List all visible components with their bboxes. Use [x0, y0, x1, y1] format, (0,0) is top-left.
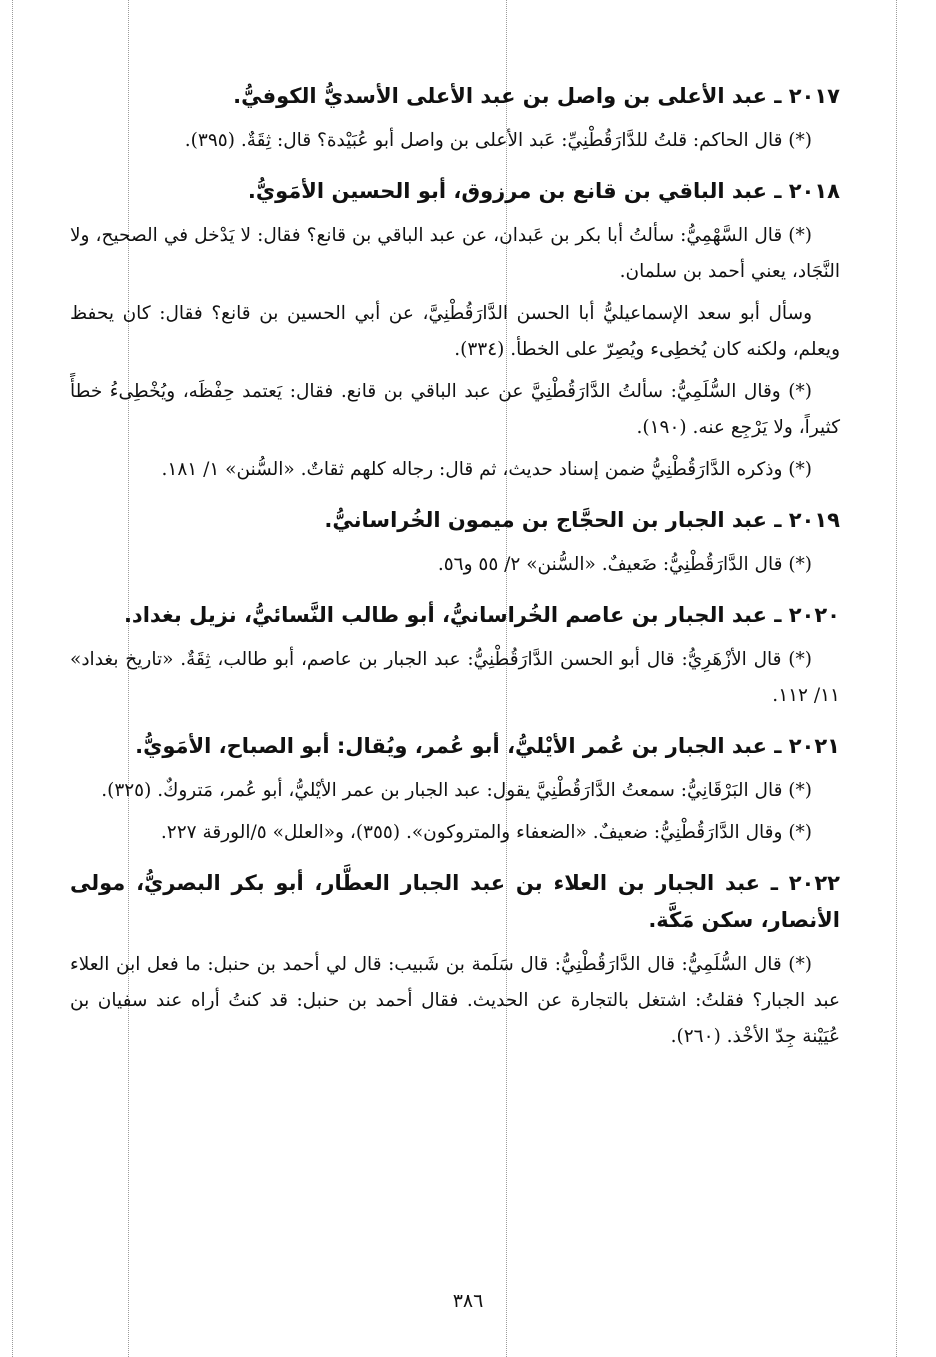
entry-2022	[70, 865, 840, 1055]
entry-paragraph: وسأل أبو سعد الإسماعيليُّ أبا الحسن الدَّارَقُطْنِيَّ، عن أبي الحسين بن قانع؟ فقال: كان يحفظ ويعلم، ولكنه كان يُخطِىء ويُصِرّ على الخطأ. (٣٣٤).	[70, 303, 840, 360]
margin-guide-line	[896, 0, 897, 1357]
entry-paragraph: (*) وقال السُّلَمِيُّ: سألتُ الدَّارَقُطْنِيَّ عن عبد الباقي بن قانع. فقال: يَعتمد حِفْظَه، ويُخْطِىءُ خطأً كثيراً، ولا يَرْجِع عنه. (١٩٠).	[70, 381, 840, 438]
entry-2018	[70, 173, 840, 488]
entry-heading: ٢٠٢٠ ـ عبد الجبار بن عاصم الخُراسانيُّ، أبو طالب النَّسائيُّ، نزيل بغداد.	[123, 603, 840, 627]
entry-2020	[70, 597, 840, 714]
entry-heading: ٢٠١٩ ـ عبد الجبار بن الحجَّاج بن ميمون الخُراسانيُّ.	[324, 508, 840, 532]
entry-heading: ٢٠٢٢ ـ عبد الجبار بن العلاء بن عبد الجبار العطَّار، أبو بكر البصريُّ، مولى الأنصار، سكن مَكَّة.	[70, 871, 840, 932]
entry-paragraph: (*) قال السَّهْمِيُّ: سألتُ أبا بكر بن عَبدان، عن عبد الباقي بن قانع؟ فقال: لا يَدْخل في الصحيح، ولا النَّجَاد، يعني أحمد بن سلمان.	[70, 225, 840, 282]
entry-heading: ٢٠٢١ ـ عبد الجبار بن عُمر الأيْليُّ، أبو عُمر، ويُقال: أبو الصباح، الأمَويُّ.	[135, 734, 840, 758]
entry-paragraph: (*) قال الأزْهَرِيُّ: قال أبو الحسن الدَّارَقُطْنِيُّ: عبد الجبار بن عاصم، أبو طالب، ثِقَةٌ. «تاريخ بغداد» ١١/ ١١٢.	[70, 649, 840, 706]
entry-2019	[70, 502, 840, 583]
entry-paragraph: (*) وقال الدَّارَقُطْنِيُّ: ضعيفٌ. «الضعفاء والمتروكون». (٣٥٥)، و«العلل» ٥/الورقة ٢٢٧.	[160, 822, 812, 843]
entry-paragraph: (*) قال الحاكم: قلتُ للدَّارَقُطْنِيِّ: عَبد الأعلى بن واصل أبو عُبَيْدة؟ قال: ثِقَةٌ. (٣٩٥).	[184, 130, 812, 151]
entry-paragraph: (*) قال البَرْقَانِيُّ: سمعتُ الدَّارَقُطْنِيَّ يقول: عبد الجبار بن عمر الأيْليُّ، أبو عُمر، مَتروكٌ. (٣٢٥).	[101, 780, 812, 801]
entry-heading: ٢٠١٧ ـ عبد الأعلى بن واصل بن عبد الأعلى الأسديُّ الكوفيُّ.	[233, 84, 840, 108]
page-body	[70, 78, 840, 1069]
page-number: ٣٨٦	[452, 1290, 484, 1312]
entry-heading: ٢٠١٨ ـ عبد الباقي بن قانع بن مرزوق، أبو الحسين الأمَويُّ.	[247, 179, 840, 203]
entry-2017	[70, 78, 840, 159]
entry-paragraph: (*) قال السُّلَمِيُّ: قال الدَّارَقُطْنِيُّ: قال سَلَمة بن شَبيب: قال لي أحمد بن حنبل: ما فعل ابن العلاء عبد الجبار؟ فقلتُ: اشتغل بالتجارة عن الحديث. فقال أحمد بن حنبل: قد كنتُ أراه عند سفيان بن عُيَيْنة جِدّ الأخْذ. (٢٦٠).	[70, 954, 840, 1047]
margin-guide-line	[12, 0, 13, 1357]
entry-paragraph: (*) وذكره الدَّارَقُطْنِيُّ ضمن إسناد حديث، ثم قال: رجاله كلهم ثقاتٌ. «السُّنن» ١/ ١٨١.	[161, 459, 812, 480]
entry-2021	[70, 728, 840, 851]
entry-paragraph: (*) قال الدَّارَقُطْنِيُّ: ضَعيفٌ. «السُّنن» ٢/ ٥٥ و٥٦.	[437, 554, 812, 575]
